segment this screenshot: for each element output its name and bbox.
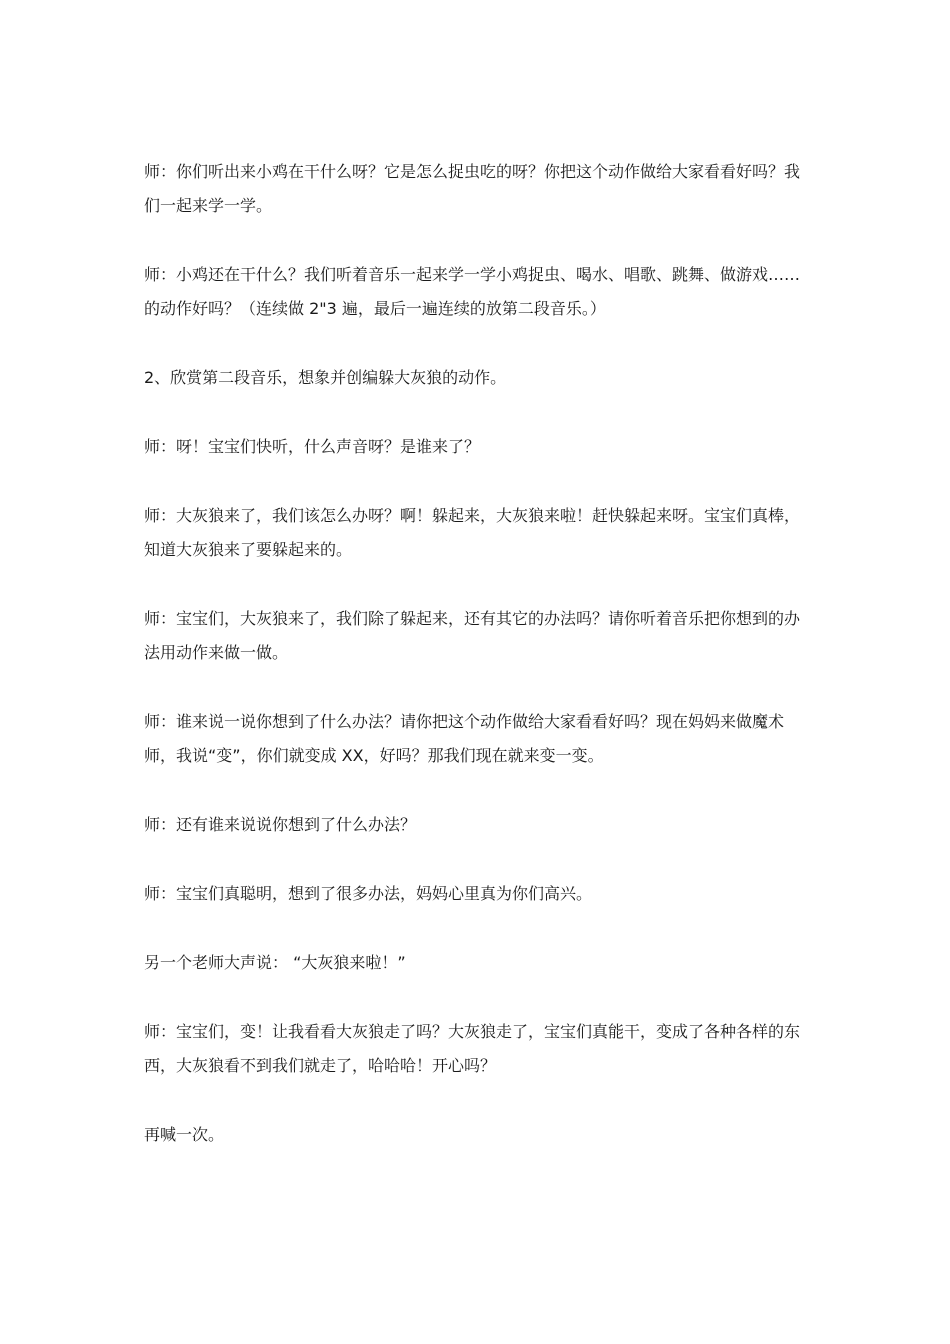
paragraph: 师：宝宝们，大灰狼来了，我们除了躲起来，还有其它的办法吗？请你听着音乐把你想到的办法用动作来做一做。 bbox=[144, 609, 801, 662]
paragraph: 师：还有谁来说说你想到了什么办法？ bbox=[144, 815, 417, 834]
paragraph: 师：宝宝们，变！让我看看大灰狼走了吗？大灰狼走了，宝宝们真能干，变成了各种各样的东西，大灰狼看不到我们就走了，哈哈哈！开心吗？ bbox=[144, 1022, 801, 1075]
paragraph: 师：呀！宝宝们快听，什么声音呀？是谁来了？ bbox=[144, 437, 481, 456]
document-body bbox=[144, 155, 812, 1187]
paragraph: 再喊一次。 bbox=[144, 1125, 225, 1144]
paragraph: 师：宝宝们真聪明，想到了很多办法，妈妈心里真为你们高兴。 bbox=[144, 884, 593, 903]
section-heading: 2、欣赏第二段音乐，想象并创编躲大灰狼的动作。 bbox=[144, 368, 507, 387]
paragraph: 师：谁来说一说你想到了什么办法？请你把这个动作做给大家看看好吗？现在妈妈来做魔术师，我说“变”，你们就变成 XX，好吗？那我们现在就来变一变。 bbox=[144, 712, 785, 765]
paragraph: 师：大灰狼来了，我们该怎么办呀？啊！躲起来，大灰狼来啦！赶快躲起来呀。宝宝们真棒，知道大灰狼来了要躲起来的。 bbox=[144, 506, 801, 559]
paragraph: 师：你们听出来小鸡在干什么呀？它是怎么捉虫吃的呀？你把这个动作做给大家看看好吗？我们一起来学一学。 bbox=[144, 162, 801, 215]
paragraph: 另一个老师大声说： “大灰狼来啦！” bbox=[144, 953, 406, 972]
paragraph: 师：小鸡还在干什么？我们听着音乐一起来学一学小鸡捉虫、喝水、唱歌、跳舞、做游戏……的动作好吗？（连续做 2"3 遍，最后一遍连续的放第二段音乐。） bbox=[144, 265, 801, 318]
